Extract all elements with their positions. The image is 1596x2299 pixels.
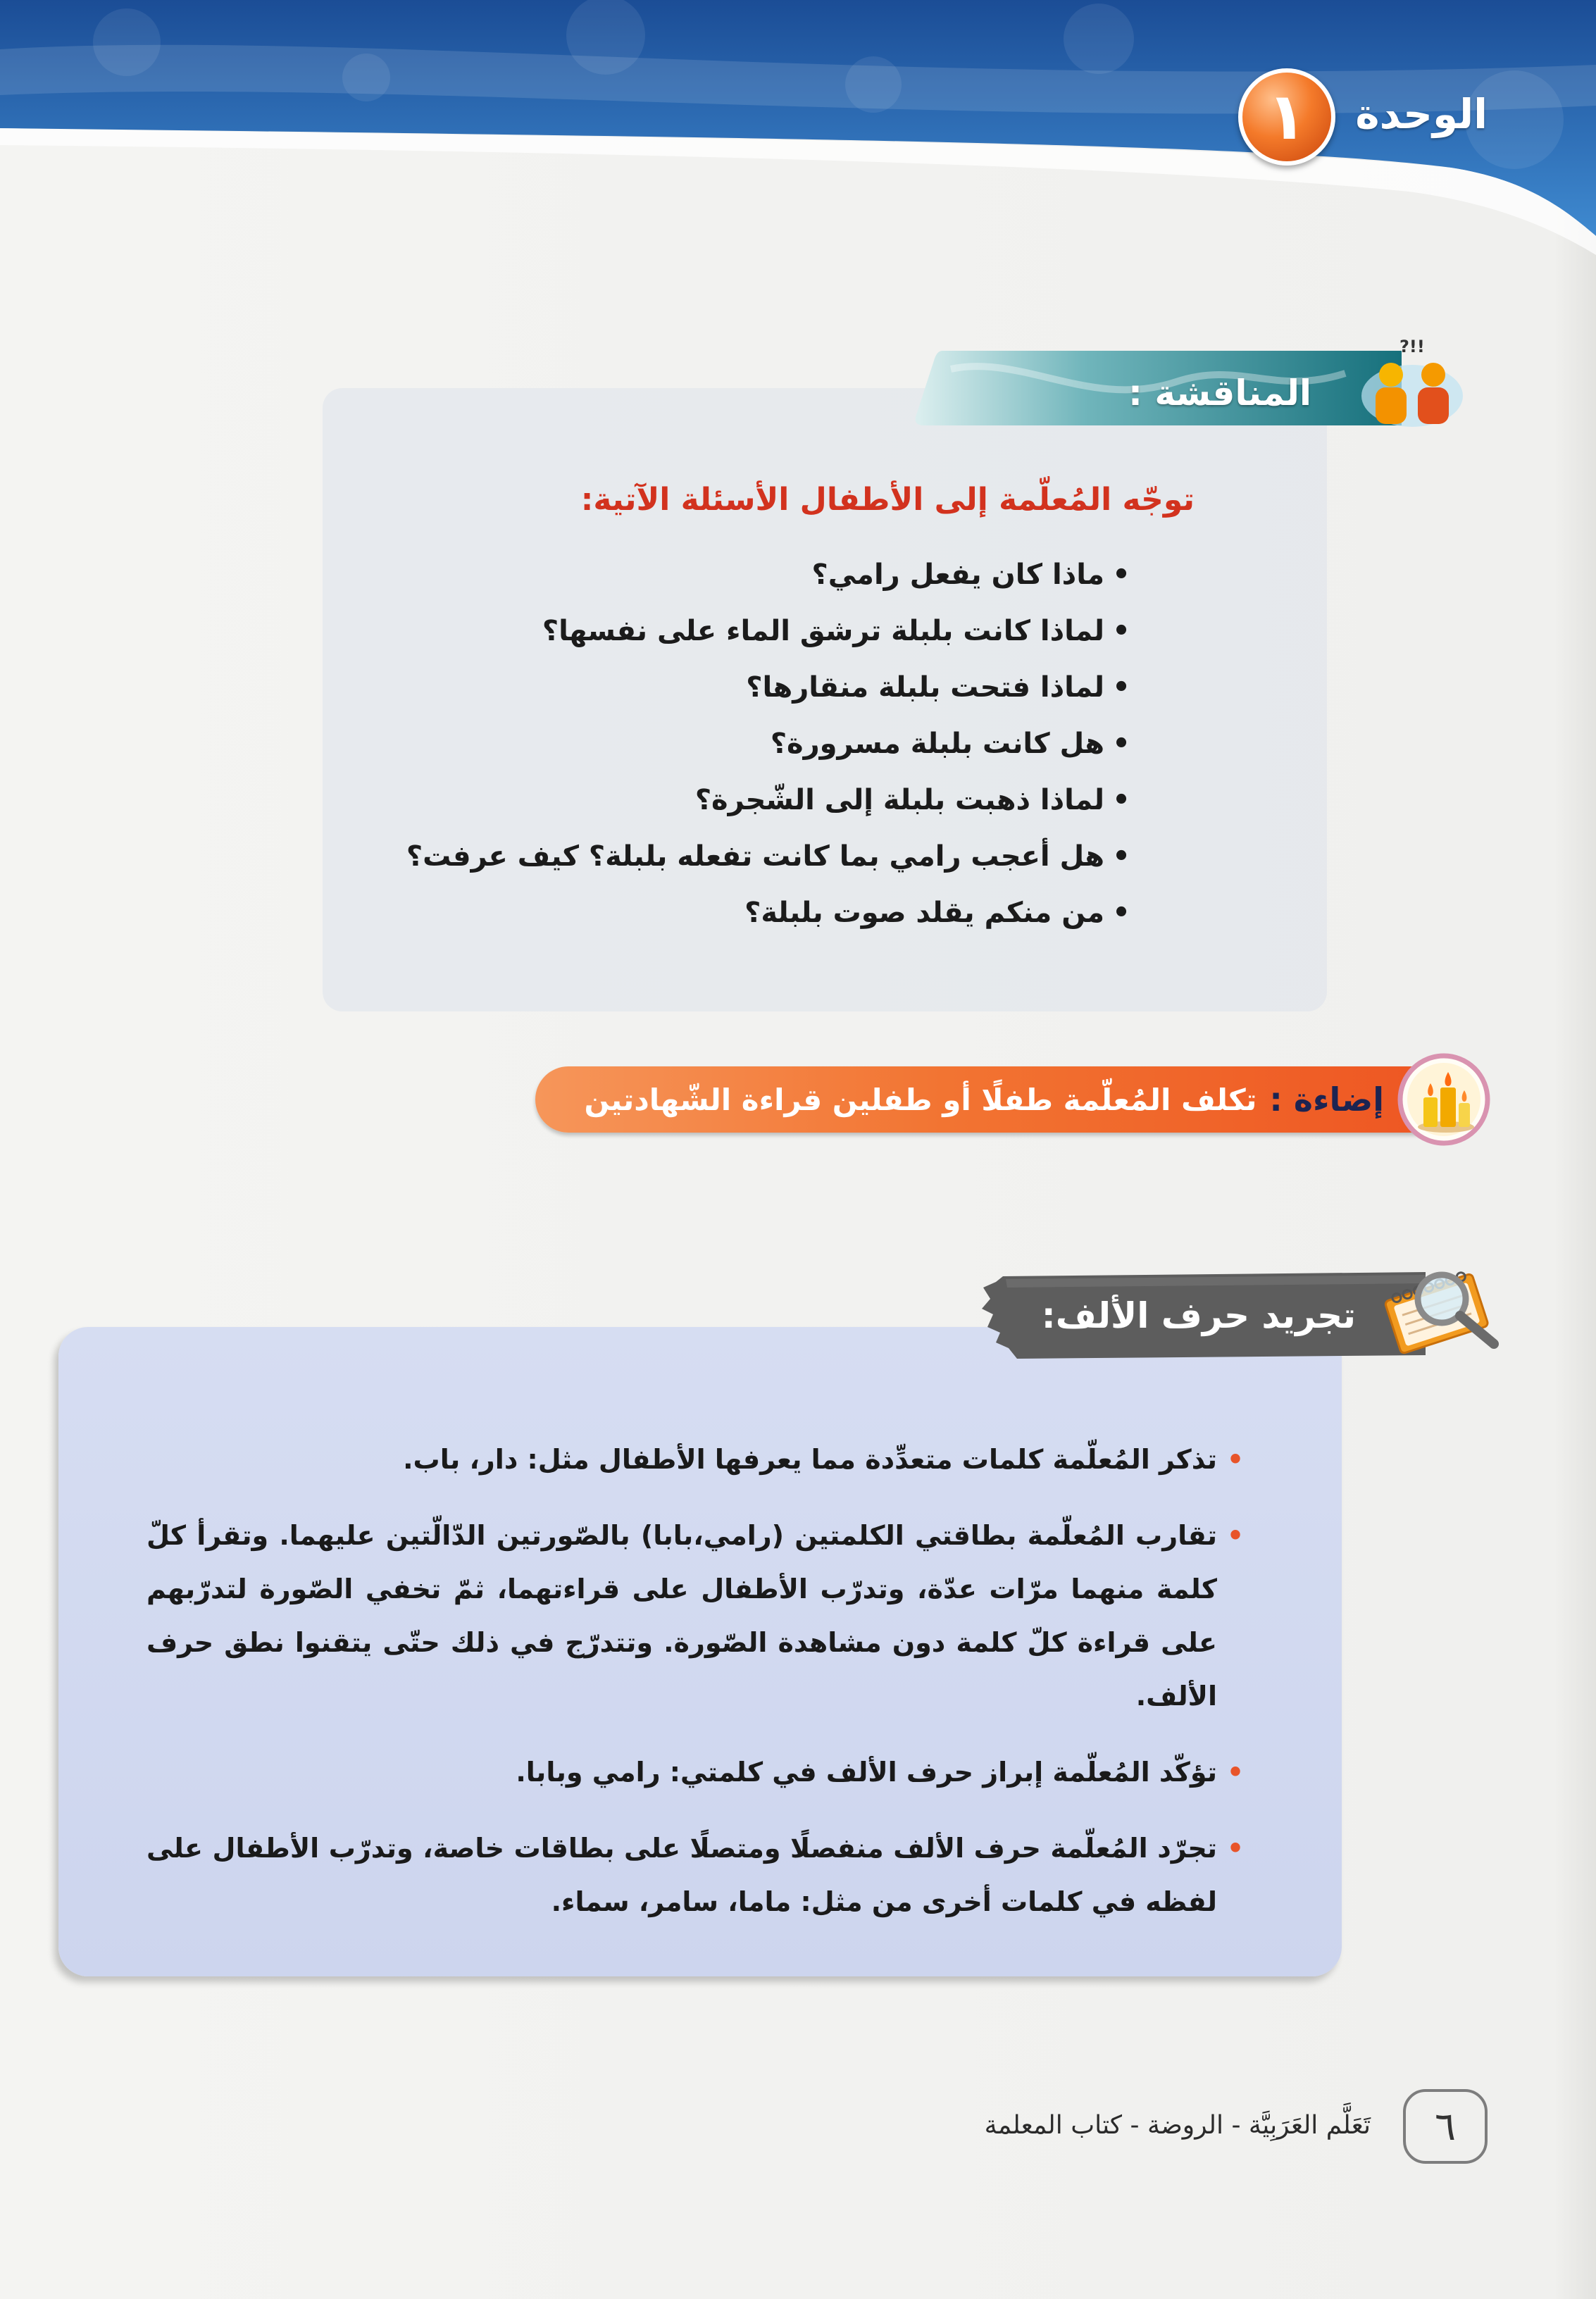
list-item xyxy=(328,885,1138,941)
item-text: تجرّد المُعلّمة حرف الألف منفصلًا ومتصلًا على بطاقات خاصة، وتدرّب الأطفال على لفظه في كلمات أخرى من مثل: ماما، سامر، سماء. xyxy=(146,1833,1217,1917)
bullet-dot: • xyxy=(1226,1757,1245,1788)
unit-number-badge: ١ xyxy=(1238,68,1335,166)
person-left xyxy=(1376,363,1407,424)
discussion-icon-text: ?!! xyxy=(1399,337,1425,356)
footer-book-title: تَعَلَّم العَرَبِيَّة - الروضة - كتاب المعلمة xyxy=(984,2111,1371,2140)
question-text: لماذا ذهبت بلبلة إلى الشّجرة؟ xyxy=(694,784,1104,816)
list-item xyxy=(146,1821,1254,1929)
bullet-dot: • xyxy=(1226,1444,1245,1475)
item-text: تذكر المُعلّمة كلمات متعدِّدة مما يعرفها الأطفال مثل: دار، باب. xyxy=(403,1444,1217,1475)
bullet-dot: • xyxy=(1226,1520,1245,1551)
question-text: لماذا فتحت بلبلة منقارها؟ xyxy=(746,671,1104,704)
list-item xyxy=(328,772,1138,828)
bullet-dot: • xyxy=(1112,728,1130,760)
bullet-dot: • xyxy=(1112,784,1130,816)
bullet-dot: • xyxy=(1112,840,1130,873)
abstraction-list xyxy=(146,1433,1254,1929)
question-text: لماذا كانت بلبلة ترشق الماء على نفسها؟ xyxy=(542,615,1104,647)
notebook-magnifier-icon xyxy=(1363,1258,1511,1364)
list-item xyxy=(328,603,1138,659)
highlight-banner xyxy=(535,1066,1444,1133)
bullet-dot: • xyxy=(1112,671,1130,704)
question-text: هل كانت بلبلة مسرورة؟ xyxy=(770,728,1104,760)
item-text: تقارب المُعلّمة بطاقتي الكلمتين (رامي،بابا) بالصّورتين الدّالّتين عليهما. وتقرأ كلّ كلمة منهما مرّات عدّة، وتدرّب الأطفال على قراءتهما، ثمّ تخفي الصّورة لتدرّبهم على قراءة كلّ كلمة دون مشاهدة الصّورة. وتتدرّج في ذلك حتّى يتقنوا نطق حرف الألف. xyxy=(146,1520,1217,1712)
question-text: من منكم يقلد صوت بلبلة؟ xyxy=(744,897,1104,929)
bullet-dot: • xyxy=(1112,897,1130,929)
discussion-intro: توجّه المُعلّمة إلى الأطفال الأسئلة الآتية: xyxy=(580,482,1195,518)
item-text: تؤكّد المُعلّمة إبراز حرف الألف في كلمتي: رامي وبابا. xyxy=(516,1757,1217,1788)
highlight-label: إضاءة : xyxy=(1269,1080,1384,1119)
list-item xyxy=(146,1509,1254,1723)
unit-label: الوحدة xyxy=(1355,90,1488,138)
highlight-text: تكلف المُعلّمة طفلًا أو طفلين قراءة الشّهادتين xyxy=(584,1082,1257,1117)
discussion-title: المناقشة : xyxy=(1128,373,1311,413)
abstraction-title: تجريد حرف الألف: xyxy=(1041,1295,1356,1336)
list-item xyxy=(328,828,1138,885)
question-list xyxy=(328,547,1138,941)
bullet-dot: • xyxy=(1112,559,1130,591)
list-item xyxy=(328,547,1138,603)
question-text: هل أعجب رامي بما كانت تفعله بلبلة؟ كيف عرفت؟ xyxy=(406,840,1104,873)
page-number: ٦ xyxy=(1403,2089,1488,2164)
list-item xyxy=(328,716,1138,772)
candle-icon xyxy=(1397,1052,1491,1147)
bullet-dot: • xyxy=(1112,615,1130,647)
discussion-people-icon xyxy=(1356,331,1469,430)
list-item xyxy=(146,1433,1254,1486)
bullet-dot: • xyxy=(1226,1833,1245,1864)
question-text: ماذا كان يفعل رامي؟ xyxy=(811,559,1104,591)
person-right xyxy=(1418,363,1449,424)
list-item xyxy=(328,659,1138,716)
list-item xyxy=(146,1745,1254,1799)
abstraction-box xyxy=(58,1327,1342,1976)
